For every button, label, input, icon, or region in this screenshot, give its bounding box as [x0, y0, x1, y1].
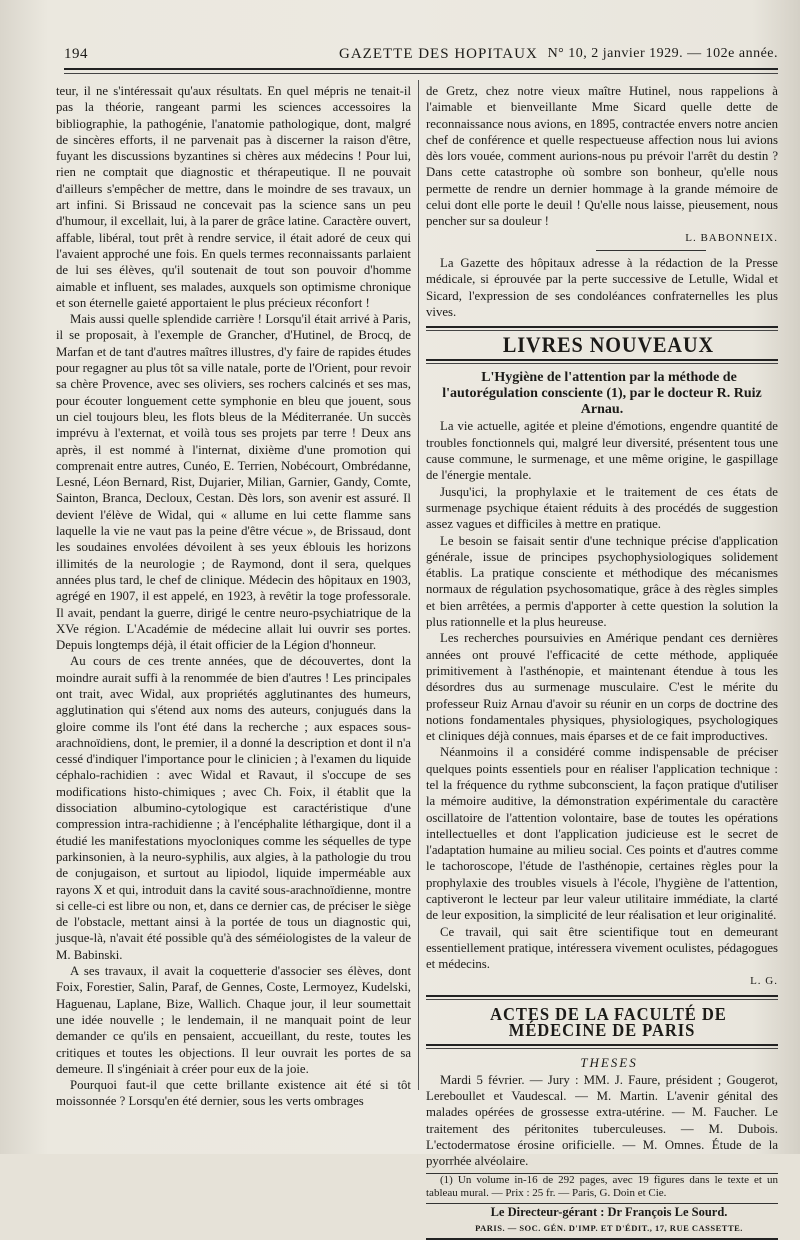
review-paragraph: Néanmoins il a considéré comme indispensable de préciser quelques points essentiels pour en réaliser l'application technique : tel la fréquence du rythme subconscient, la façon pratique d'utiliser la mémoire auditive, la démonstration expérimentale du caractère oscillatoire de l'attention volontaire, base de toutes les opérations intellectuelles et dont l'application judicieuse est le secret de l'adaptation humaine au milieu social. Ces points et d'autres comme le tachoroscope, l'étude de l'asthénopie, certaines règles pour la prophylaxie des troubles visuels à l'école, l'hygiène de l'attention, captiveront le lecteur par leur valeur utilitaire immédiate, la clarté de leur exposition, la simplicité de leur réalisation et leur originalité.: [426, 745, 778, 923]
header-rule: [64, 68, 778, 70]
review-paragraph: La vie actuelle, agitée et pleine d'émotions, engendre quantité de troubles fonctionnels qui, malgré leur diversité, présentent tous une cause commune, le surmenage, et une même origine, le gaspillage de l'énergie mentale.: [426, 419, 778, 483]
book-title: L'Hygiène de l'attention par la méthode de l'autorégulation consciente (1), par le docteur R. Ruiz Arnau.: [442, 370, 762, 418]
obituary-end: de Gretz, chez notre vieux maître Hutinel, nous rappelions à l'aimable et bienveillante Mme Sicard quelle dette de reconnaissance nous avions, en 1895, contractée envers notre ancien chef de conférence et quelle respectueuse affection nous lui avions dès lors vouée, comment aurions-nous pu prévoir l'arrêt du destin ? Dans cette catastrophe où sombre son bonheur, qu'elle nous permette de rendre un dernier hommage à la grande mémoire de celui dont elle porte le deuil ! Qu'elle nous laisse, pieusement, nous pencher sur sa douleur !: [426, 84, 778, 229]
right-column: [426, 83, 778, 1240]
page-header: [64, 44, 778, 66]
printer-line: PARIS. — SOC. GÉN. D'IMP. ET D'ÉDIT., 17, RUE CASSETTE.: [475, 1222, 743, 1233]
signature-lg: L. G.: [750, 974, 778, 987]
review-paragraph: Ce travail, qui sait être scientifique tout en demeurant essentiellement pratique, intéressera vivement oculistes, pédagogues et médecins.: [426, 924, 778, 972]
section-rule: [426, 326, 778, 331]
section-rule: [426, 995, 778, 1000]
review-paragraph: Jusqu'ici, la prophylaxie et le traitement de ces états de surmenage psychique étaient réduits à des procédés de suggestion assez vagues et difficiles à mettre en pratique.: [426, 484, 778, 532]
theses-label: THESES: [580, 1055, 638, 1071]
paragraph: Au cours de ces trente années, que de découvertes, dont la moindre aurait suffi à la renommée de bien d'autres ! Les principales ont trait, avec Widal, aux propriétés agglutinantes des humeurs, agglutination qui s'étend aux noms des auteurs, conjugués dans la gloire comme ils l'ont été dans la recherche ; aux espaces sous-arachnoïdiens, dont, le premier, il a donné la description et dont il n'a cessé d'indiquer l'importance pour le clinicien ; à l'examen du liquide céphalo-rachidien : avec Widal et Ravaut, il s'occupe de ses modifications histo-chimiques ; avec Ch. Foix, il établit que la dissociation albumino-cytologique est caractéristique d'une compression intra-rachidienne ; à l'encéphalite léthargique, dont il a étudié les manifestations myocloniques comme les séquelles de type parkinsonien, à la neuro-syphilis, aux algies, à la pathologie du trou de conjugaison, et surtout au lipiodol, liquide imperméable aux rayons X et qui, introduit dans la cavité sous-arachnoïdienne, montre si celle-ci est libre ou non, et, dans ce dernier cas, de préciser le siège de l'obstacle, mettant ainsi à la portée de tous un diagnostic qui, jusque-là, n'avait été possible qu'à des séméiologistes de la valeur de M. Babinski.: [56, 654, 411, 962]
director-line: Le Directeur-gérant : Dr François Le Sourd.: [490, 1204, 728, 1219]
journal-title: GAZETTE DES HOPITAUX: [339, 46, 538, 62]
paragraph: Mais aussi quelle splendide carrière ! Lorsqu'il était arrivé à Paris, il se proposait, à l'exemple de Grancher, d'Hutinel, de Brocq, de Marfan et de tant d'autres maîtres illustres, d'y faire de rapides études pour regagner au plus tôt sa ville natale, porte de l'Orient, pour revoir sa chère Provence, avec ses oliviers, ses rochers calcinés et ses mas, pour écouter longuement cette symphonie en bleu que jouent, sous un ciel toujours bleu, les flots bleus de la Méditerranée. Un succès imprévu à l'externat, et voilà tous ses projets par terre ! Deux ans après, il est nommé à l'internat, dixième d'une promotion qui comprenait entre autres, Cunéo, E. Terrien, Nobécourt, Ombrédanne, Lesné, Léon Bernard, Rist, Dujarier, Milian, Garnier, Gandy, Comte, Sainton, Branca, Decloux, Cestan. Dès lors, son avenir est assuré. Il devient l'élève de Widal, qui « allume en lui cette flamme sans laquelle la vie ne vaut pas la peine d'être vécue », de Brissaud, dont les soudaines envolées dévoilent à ses yeux éblouis les horizons illimités de la neurologie ; de Raymond, dont il sera, quelques années plus tard, le chef de clinique. Médecin des hôpitaux en 1903, agrégé en 1907, il est appelé, en 1923, à revêtir la toge professorale. Il avait, pendant la guerre, dirigé le centre neuro-psychiatrique de la XVe région. L'Académie de médecine allait lui ouvrir ses portes. Depuis longtemps déjà, il était officier de la Légion d'honneur.: [56, 312, 411, 653]
footnote: (1) Un volume in-16 de 292 pages, avec 19 figures dans le texte et un tableau mural. — Prix : 25 fr. — Paris, G. Doin et Cie.: [426, 1173, 778, 1199]
short-rule: [596, 250, 706, 251]
section-rule: [426, 1044, 778, 1049]
section-title-livres: LIVRES NOUVEAUX: [502, 332, 715, 358]
left-column: [56, 83, 411, 1110]
page-number: 194: [64, 46, 88, 62]
review-paragraph: Le besoin se faisait sentir d'une technique précise d'application générale, issue de principes psychophysiologiques solidement établis. La pratique consciente et méthodique des mécanismes normaux de régulation psychosomatique, grâce à des règles simples et bien arrêtées, a permis d'apporter à cette question la solution la plus rationnelle et la plus heureuse.: [426, 533, 778, 630]
section-title-faculte: ACTES DE LA FACULTÉ DE MÉDECINE DE PARIS: [490, 1003, 727, 1041]
column-divider: [418, 80, 419, 1090]
paragraph: Pourquoi faut-il que cette brillante existence ait été si tôt moissonnée ? Lorsqu'en été dernier, sous les verts ombrages: [56, 1078, 411, 1109]
header-rule-thin: [64, 73, 778, 74]
issue-date: N° 10, 2 janvier 1929. — 102e année.: [547, 46, 778, 61]
theses-list: Mardi 5 février. — Jury : MM. J. Faure, président ; Gougerot, Lereboullet et Vaudescal. — M. Martin. L'avenir génital des malades opérées de grossesse extra-utérine. — M. Faucher. Le traitement des péritonites tuberculeuses. — M. Dubois. L'ectodermatose érosine orificielle. — M. Omnes. Étude de la pyorrhée alvéolaire.: [426, 1072, 778, 1169]
section-rule: [426, 359, 778, 364]
signature-babonneix: L. BABONNEIX.: [685, 231, 778, 244]
condolence-note: La Gazette des hôpitaux adresse à la rédaction de la Presse médicale, si éprouvée par la perte successive de Letulle, Widal et Sicard, l'expression de ses condoléances confraternelles les plus vives.: [426, 255, 778, 319]
paragraph: A ses travaux, il avait la coquetterie d'associer ses élèves, dont Foix, Forestier, Salin, Paraf, de Gennes, Coste, Lermoyez, Kudelski, Haguenau, Laplane, Bize, Wallich. Chaque jour, il leur soumettait une idée nouvelle ; le lendemain, il ne manquait point de leur demander ce qu'ils en pensaient, accueillant, du reste, toutes les critiques et toutes les objections. Il leur ouvrait les portes de sa demeure. Il s'ingéniait à créer pour eux de la joie.: [56, 964, 411, 1076]
paragraph: teur, il ne s'intéressait qu'aux résultats. En quel mépris ne tenait-il pas la théorie, rangeant parmi les sciences accessoires la bibliographie, la pathogénie, l'anatomie pathologique, dont, malgré de sincères efforts, il ne parvenait pas à discerner la raison d'être, fuyant les discussions byzantines si chères aux médecins ! Pour lui, rien ne comptait que diagnostic et thérapeutique. Il ne pouvait d'ailleurs s'empêcher de mettre, dans le moindre de ses travaux, un art infini. Si Brissaud ne concevait pas la science sans un peu d'humour, il excellait, lui, à la parer de grâce latine. Caractère ouvert, affable, libéral, tout prêt à rendre service, il était adoré de ceux qui l'avaient approché une fois. En quels termes reconnaissants parlaient de lui ses élèves, qu'il soutenait de tout son pouvoir d'homme aimable et influent, ses malades, auxquels son optimisme chronique et son éternelle gaieté apportaient le plus précieux réconfort !: [56, 84, 411, 310]
review-paragraph: Les recherches poursuivies en Amérique pendant ces dernières années ont prouvé l'efficacité de cette méthode, appliquée primitivement à l'asthénopie, et maintenant étendue à tous les désordres dus au surmenage musculaire. C'est le mérite du professeur Ruiz Arnau d'avoir su réunir en un corps de doctrine des notions fondamentales physiques, physiologiques, psychologiques et cliniques déjà connues, mais éparses et de ce fait improductives.: [426, 631, 778, 744]
